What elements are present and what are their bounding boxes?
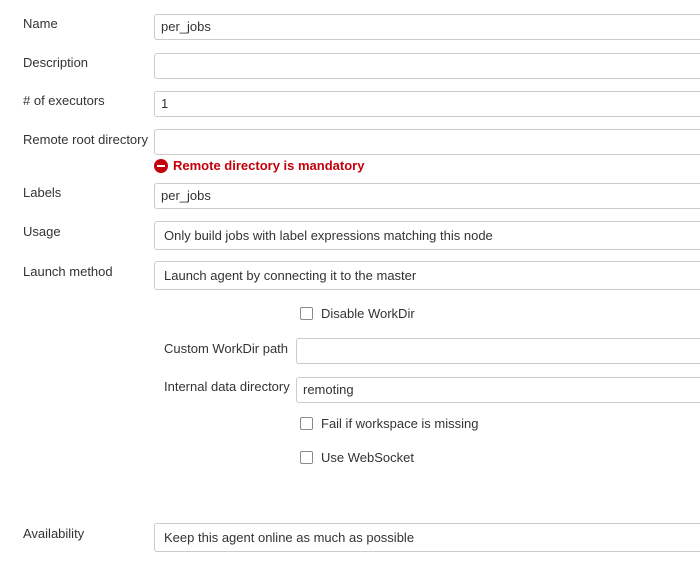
name-input[interactable]: per_jobs <box>154 14 700 40</box>
name-label: Name <box>23 16 58 31</box>
executors-label: # of executors <box>23 93 105 108</box>
custom-workdir-input[interactable] <box>296 338 700 364</box>
remote-root-input[interactable] <box>154 129 700 155</box>
availability-label: Availability <box>23 526 85 541</box>
use-websocket-option[interactable] <box>300 450 414 465</box>
fail-if-missing-option[interactable] <box>300 416 479 431</box>
custom-workdir-label: Custom WorkDir path <box>164 341 289 356</box>
availability-select[interactable]: Keep this agent online as much as possible <box>154 523 700 552</box>
description-input[interactable] <box>154 53 700 79</box>
launch-method-select[interactable]: Launch agent by connecting it to the master <box>154 261 700 290</box>
internal-data-dir-label: Internal data directory <box>164 379 290 394</box>
use-websocket-checkbox[interactable] <box>300 451 313 464</box>
usage-select[interactable]: Only build jobs with label expressions matching this node <box>154 221 700 250</box>
disable-workdir-label: Disable WorkDir <box>321 306 415 321</box>
disable-workdir-checkbox[interactable] <box>300 307 313 320</box>
fail-if-missing-checkbox[interactable] <box>300 417 313 430</box>
labels-label: Labels <box>23 185 62 200</box>
description-label: Description <box>23 55 89 70</box>
disable-workdir-option[interactable] <box>300 306 415 321</box>
fail-if-missing-label: Fail if workspace is missing <box>321 416 479 431</box>
executors-input[interactable]: 1 <box>154 91 700 117</box>
remote-root-error <box>154 158 364 173</box>
remote-root-error-text: Remote directory is mandatory <box>173 158 365 173</box>
error-circle-icon <box>154 159 168 173</box>
remote-root-label: Remote root directory <box>23 132 148 147</box>
usage-label: Usage <box>23 224 61 239</box>
internal-data-dir-input[interactable]: remoting <box>296 377 700 403</box>
use-websocket-label: Use WebSocket <box>321 450 414 465</box>
launch-method-label: Launch method <box>23 264 113 279</box>
labels-input[interactable]: per_jobs <box>154 183 700 209</box>
